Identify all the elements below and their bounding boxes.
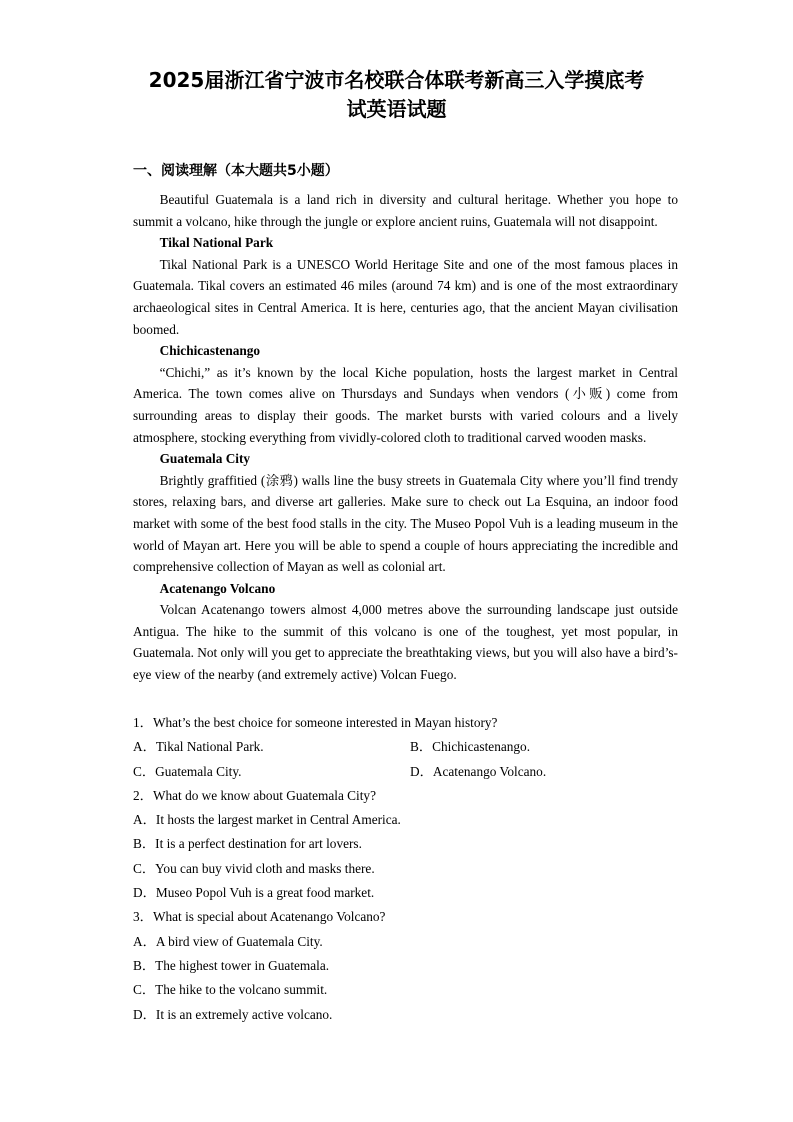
- paragraph-tikal: Tikal National Park is a UNESCO World Heritage Site and one of the most famous places in Guatemala. Tikal covers an estimated 46 miles (around 74 km) and is one of the most extraordinary archaeological sites in Central America. It is here, centuries ago, that the ancient Mayan civilisation boomed.: [133, 256, 678, 337]
- paragraph-chichicastenango: “Chichi,” as it’s known by the local Kiche population, hosts the largest market in Central America. The town comes alive on Thursdays and Sundays when vendors (小贩) come from surrounding areas to display their goods. The market bursts with varied colours and a lively atmosphere, stocking everything from vividly-colored cloth to traditional carved wooden masks.: [133, 364, 678, 445]
- question-1-option-c: C．Guatemala City.: [133, 763, 242, 779]
- question-3-stem: 3．What is special about Acatenango Volcano?: [133, 909, 386, 925]
- question-2-option-a: A．It hosts the largest market in Central America.: [133, 812, 401, 828]
- title-line-1: 2025届浙江省宁波市名校联合体联考新高三入学摸底考: [148, 68, 645, 92]
- question-3-option-d: D．It is an extremely active volcano.: [133, 1006, 333, 1022]
- subheading-chichicastenango: Chichicastenango: [159, 343, 261, 359]
- subheading-guatemala-city: Guatemala City: [159, 451, 251, 467]
- question-2-option-d: D．Museo Popol Vuh is a great food market.: [133, 885, 375, 901]
- question-1-option-a: A．Tikal National Park.: [133, 739, 264, 755]
- intro-paragraph: Beautiful Guatemala is a land rich in diversity and cultural heritage. Whether you hope to summit a volcano, hike through the jungle or explore ancient ruins, Guatemala will not disappoint.: [133, 192, 678, 229]
- question-2-option-c: C．You can buy vivid cloth and masks there.: [133, 860, 375, 876]
- question-3-option-b: B．The highest tower in Guatemala.: [133, 957, 330, 973]
- section-heading: 一、阅读理解（本大题共5小题）: [133, 163, 339, 179]
- reading-passage: [133, 189, 678, 686]
- paragraph-acatenango: Volcan Acatenango towers almost 4,000 metres above the surrounding landscape just outside Antigua. The hike to the summit of this volcano is one of the toughest, yet most popular, in Guatemala. Not only will you get to appreciate the breathtaking views, but you will also have a bird’s-eye view of the nearby (and extremely active) Volcan Fuego.: [133, 602, 678, 683]
- subheading-tikal: Tikal National Park: [159, 235, 274, 251]
- question-1-option-b: B．Chichicastenango.: [410, 739, 531, 755]
- title-line-2: 试英语试题: [346, 97, 447, 121]
- subheading-acatenango: Acatenango Volcano: [159, 580, 276, 596]
- question-3-option-a: A．A bird view of Guatemala City.: [133, 933, 323, 949]
- document-title: [100, 66, 693, 124]
- question-2-option-b: B．It is a perfect destination for art lovers.: [133, 836, 362, 852]
- questions: [133, 711, 678, 1027]
- paragraph-guatemala-city: Brightly graffitied (涂鸦) walls line the busy streets in Guatemala City where you’ll find trendy stores, relaxing bars, and diverse art galleries. Make sure to check out La Esquina, an indoor food market with some of the best food stalls in the city. The Museo Popol Vuh is a leading museum in the world of Mayan art. Here you will be able to spend a couple of hours appreciating the incredible and comprehensive collection of Mayan as well as colonial art.: [133, 472, 678, 575]
- question-3-option-c: C．The hike to the volcano summit.: [133, 982, 328, 998]
- question-1-stem: 1．What’s the best choice for someone interested in Mayan history?: [133, 715, 498, 730]
- question-1-options-row-1: [133, 735, 678, 759]
- question-1-options-row-2: [133, 760, 678, 784]
- question-1-option-d: D．Acatenango Volcano.: [410, 763, 547, 779]
- question-2-stem: 2．What do we know about Guatemala City?: [133, 787, 376, 803]
